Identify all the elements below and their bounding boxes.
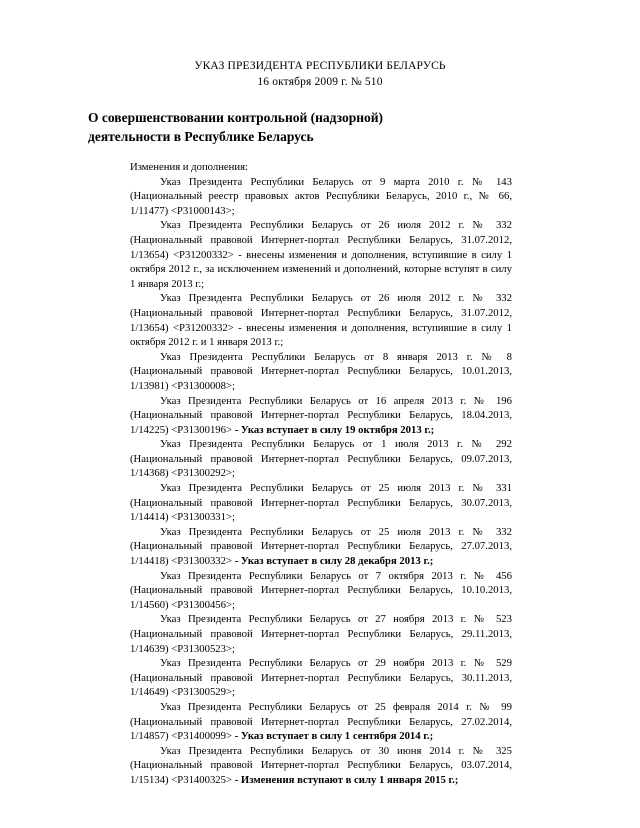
amendment-entry-text: Указ Президента Республики Беларусь от 26 июля 2012 г. № 332 (Национальный правовой Интернет-портал Республики Беларусь, 31.07.2012, 1/13654) <Р31200332> - внесены изменения и дополнения, вступившие в силу 1 октября 2012 г. и 1 января 2013 г.; <box>130 292 512 349</box>
amendment-entry <box>130 700 512 744</box>
amendment-entry <box>130 656 512 700</box>
amendments-list <box>130 175 512 788</box>
amendment-entry <box>130 437 512 481</box>
amendment-entry <box>130 481 512 525</box>
amendment-entry-text: Указ Президента Республики Беларусь от 1 июля 2013 г. № 292 (Национальный правовой Интернет-портал Республики Беларусь, 09.07.2013, 1/14368) <Р31300292>; <box>130 438 512 480</box>
amendments-intro-label: Изменения и дополнения: <box>130 161 249 173</box>
amendment-entry <box>130 744 512 788</box>
amendment-effective-note: - Указ вступает в силу 28 декабря 2013 г.; <box>232 555 434 568</box>
amendment-entry <box>130 525 512 569</box>
amendment-entry-text: Указ Президента Республики Беларусь от 25 июля 2013 г. № 332 (Национальный правовой Интернет-портал Республики Беларусь, 27.07.2013, 1/14418) <Р31300332> <box>130 525 512 568</box>
decree-heading-line: УКАЗ ПРЕЗИДЕНТА РЕСПУБЛИКИ БЕЛАРУСЬ <box>194 60 446 72</box>
decree-date-number-line: 16 октября 2009 г. № 510 <box>257 76 383 88</box>
amendment-entry-text: Указ Президента Республики Беларусь от 16 апреля 2013 г. № 196 (Национальный правовой Интернет-портал Республики Беларусь, 18.04.2013, 1/14225) <Р31300196> <box>130 394 512 436</box>
page-title <box>88 108 520 146</box>
amendment-effective-note: - Указ вступает в силу 1 сентября 2014 г.; <box>232 730 434 743</box>
amendment-entry-text: Указ Президента Республики Беларусь от 9 марта 2010 г. № 143 (Национальный реестр правовых актов Республики Беларусь, 2010 г., № 66, 1/11477) <Р31000143>; <box>130 175 512 217</box>
amendment-effective-note: - Изменения вступают в силу 1 января 2015 г.; <box>232 773 459 786</box>
amendment-entry <box>130 175 512 219</box>
amendment-entry-text: Указ Президента Республики Беларусь от 7 октября 2013 г. № 456 (Национальный правовой Интернет-портал Республики Беларусь, 10.10.2013, 1/14560) <Р31300456>; <box>130 569 512 611</box>
amendment-entry <box>130 350 512 394</box>
amendment-entry-text: Указ Президента Республики Беларусь от 8 января 2013 г. № 8 (Национальный правовой Интернет-портал Республики Беларусь, 10.01.2013, 1/13981) <Р31300008>; <box>130 350 512 392</box>
amendment-entry <box>130 394 512 438</box>
amendment-entry-text: Указ Президента Республики Беларусь от 27 ноября 2013 г. № 523 (Национальный правовой Интернет-портал Республики Беларусь, 29.11.2013, 1/14639) <Р31300523>; <box>130 613 512 655</box>
amendment-entry <box>130 291 512 349</box>
amendment-entry-text: Указ Президента Республики Беларусь от 30 июня 2014 г. № 325 (Национальный правовой Интернет-портал Республики Беларусь, 03.07.2014, 1/15134) <Р31400325> <box>130 744 512 786</box>
document-header <box>0 58 640 90</box>
amendment-effective-note: - Указ вступает в силу 19 октября 2013 г.; <box>232 423 435 436</box>
amendment-entry <box>130 612 512 656</box>
page-title-line-1: О совершенствовании контрольной (надзорной) <box>88 110 384 125</box>
amendment-entry <box>130 218 512 291</box>
amendment-entry <box>130 569 512 613</box>
page-title-line-2: деятельности в Республике Беларусь <box>88 129 314 144</box>
amendment-entry-text: Указ Президента Республики Беларусь от 26 июля 2012 г. № 332 (Национальный правовой Интернет-портал Республики Беларусь, 31.07.2012, 1/13654) <Р31200332> - внесены изменения и дополнения, вступившие в силу 1 октября 2012 г., за исключением изменений и дополнений, которые вступят в силу 1 января 2013 г.; <box>130 219 512 290</box>
amendment-entry-text: Указ Президента Республики Беларусь от 29 ноября 2013 г. № 529 (Национальный правовой Интернет-портал Республики Беларусь, 30.11.2013, 1/14649) <Р31300529>; <box>130 657 512 699</box>
amendment-entry-text: Указ Президента Республики Беларусь от 25 февраля 2014 г. № 99 (Национальный правовой Интернет-портал Республики Беларусь, 27.02.2014, 1/14857) <Р31400099> <box>130 700 512 743</box>
amendments-section <box>130 160 512 788</box>
amendment-entry-text: Указ Президента Республики Беларусь от 25 июля 2013 г. № 331 (Национальный правовой Интернет-портал Республики Беларусь, 30.07.2013, 1/14414) <Р31300331>; <box>130 482 512 524</box>
